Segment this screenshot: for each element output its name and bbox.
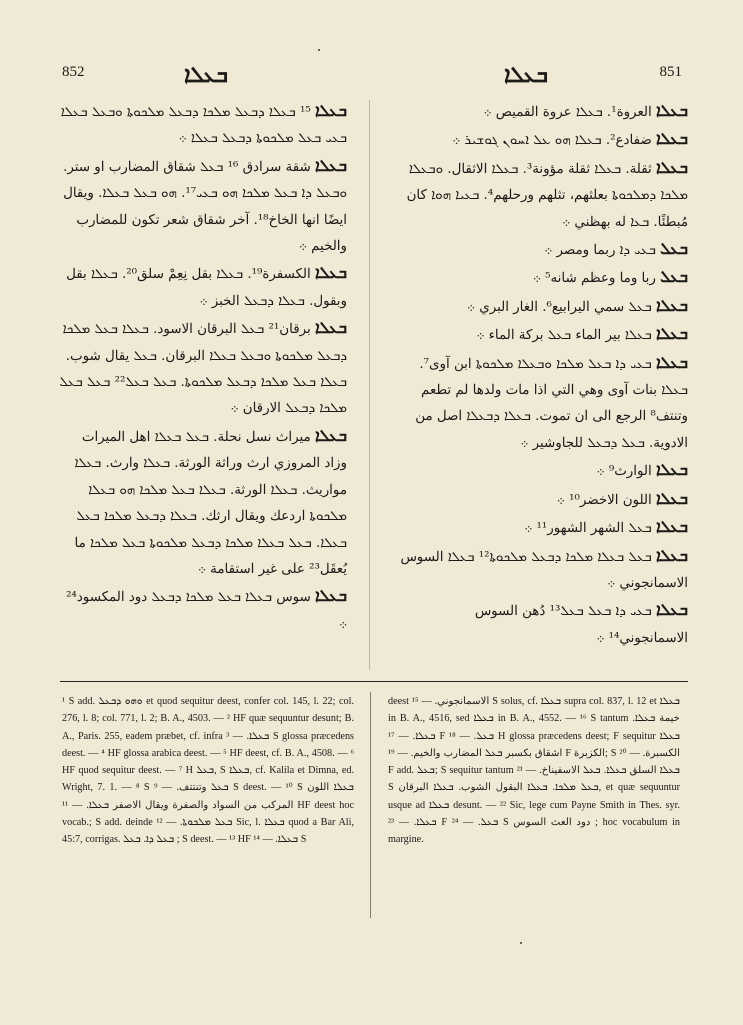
entry-definition: ميراث نسل نحلة. ܒܥܠ ܒܥܠܐ اهل الميرات وزاد المروزي ارث وراثة الورثة. ܒܥܠܐ وارث. ܒܥܠܐ مواريث. ܒܥܠܐ الورثة. ܒܥܠܐ ܒܥܠ ܡܠܟܐ ܗܘ ܒܥܠܐ ܡܠܟܘܬܐ اردعك ويقال ارثك. ܒܥܠܐ ܕܒܥܠ ܡܠܟܐ ܒܥܠ ܒܥܠܐ. ܒܥܠ ܒܥܠܐ ܡܠܟܐ ܕܒܥܠ ܡܠܟܘܬܐ ܒܥܠ ܡܠܟܐ ما يُعقَل²³ على غير استقامة ܀: [74, 429, 347, 577]
dictionary-entry: [57, 153, 347, 261]
entry-definition: شقة سرادق ¹⁶ ܒܥܠ شقاق المضارب او ستر. ܘܒܥܠ ܕܐ ܒܥܠ ܡܠܟܐ ܗܘ ܒܥܝ¹⁷. ܗܘ ܒܥܠ ܒܥܠܐ. ويقال ايضًا انها الخاخ¹⁸. آخر شقاق شعر تكون للمضارب والخيم ܀: [63, 159, 347, 255]
entry-headword: ܒܥܠܐ: [655, 460, 688, 480]
entry-definition: الكسفرة¹⁹. ܒܥܠܐ بقل نِعِمْ سلق²⁰. ܒܥܠܐ بقل وبقول. ܒܥܠܐ ܕܒܥܠ الخبز ܀: [66, 267, 347, 309]
dictionary-entry: [398, 264, 688, 292]
entry-headword: ܒܥܠ: [660, 239, 688, 259]
entry-headword: ܒܥܠܐ: [314, 586, 347, 606]
entry-definition: برقان²¹ ܒܥܠ البرقان الاسود. ܒܥܠܐ ܒܥܠ ܡܠܟܐ ܕܒܥܠ ܡܠܟܘܬܐ ܘܒܥܠ ܒܥܠܐ البرقان. ܒܥܠ يقال شوب. ܒܥܠܐ ܒܥܠ ܡܠܟܐ ܕܒܥܠ ܡܠܟܘܬܐ. ܒܥܠ ܒܥܠ²² ܒܥܠ ܒܥܠ ܡܠܟܐ ܕܒܥܠ الارقان ܀: [59, 322, 347, 417]
entry-headword: ܒܥܠܐ: [655, 600, 688, 620]
dictionary-entry: [398, 236, 688, 264]
entry-definition: ܒܥܝ ܕܐ ܒܥܠ ܡܠܟܐ ܘܒܥܠܐ ܡܠܟܘܬܐ ابن آوى⁷. ܒܥܠܐ بنات آوى وهي التي اذا مات ولدها لم تطعم وتنتف⁸ الرجع الى ان تموت. ܒܥܠܐ ܕܒܥܠܐ اصل من الادوية. ܒܥܠ ܕܒܥܠ للجاوشير ܀: [415, 356, 688, 451]
dictionary-entry: [398, 543, 688, 598]
running-headword-left: ܒܥܠܐ: [184, 62, 229, 88]
entry-definition: ܒܥܠ ܒܥܠܐ ܡܠܟܐ ܕܒܥܠ ܡܠܟܘܬܐ¹² ܒܥܠܐ السوس الاسمانجوني ܀: [400, 549, 688, 591]
entry-definition: ¹⁵ ܒܥܠܐ ܕܒܥܠ ܡܠܟܐ ܕܒܥܠ ܡܠܟܘܬܐ ܘܒܥܠ ܒܥܠܐ ܒܥܝ ܒܥܠ ܡܠܟܘܬܐ ܕܒܥܠ ܒܥܠܐ ܀: [60, 105, 347, 147]
right-column: [398, 98, 688, 652]
footnote-text-right: deest الاسمانجوني. — ¹⁵ S solus, cf. ܒܥܠܐ supra col. 837, l. 12 et ܒܥܠܐ in B. A., 4516, sed ܒܥܠܐ in B. A., 4552. — ¹⁶ S tantum خيمة ܒܥܠܐ. ܒܥܠܐ. — ¹⁷ F ܒܥܠ. — ¹⁸ H glossa præcedens deest; F sequitur ܒܥܠܐ اشقاق بكسبر ܒܥܠ المضارب والخيم. — ¹⁹ F الكزبرة; S الكسبرة. — ²⁰ F add. ܒܥܠ; S sequitur tantum ܒܥܠܐ السلق ܒܥܠܐ. ܒܥܠ الاسفيناخ. — ²¹ S ܒܥܠ ܡܠܟܐ. ܒܥܠܐ البقول الشوب. ܒܥܠܐ البرقان, et quæ sequuntur usque ad ܒܥܠܐ desunt. — ²² Sic, lege cum Payne Smith in Thes. syr. ܒܥܠܐ. — ²³ F ܒܥܠ. — ²⁴ S دود العث السوس ; hoc vocabulum in margine.: [388, 696, 681, 846]
dictionary-entry: [398, 98, 688, 126]
dictionary-entry: [57, 98, 347, 153]
entry-headword: ܒܥܠܐ: [314, 263, 347, 283]
entry-headword: ܒܥܠܐ: [655, 101, 688, 120]
dictionary-entry: [398, 293, 688, 321]
dictionary-entry: [398, 155, 688, 236]
page-speck: [520, 942, 522, 944]
entry-definition: ضفادع². ܒܥܠܐ ܗܘ ܥܠ ܐܚܘܢ ܓܘܫܝܪ ܀: [452, 133, 652, 149]
entry-headword: ܒܥܠܐ: [655, 157, 688, 177]
entry-definition: اللون الاخضر¹⁰ ܀: [556, 492, 652, 508]
footnote-text-left: ¹ S add. ܘܗܘ ܕܒܥܠ et quod sequitur deest, confer col. 145, l. 22; col. 276, l. 8; col. 771, l. 2; B. A., 4503. — ² HF quæ sequuntur desunt; B. A., Paris. 255, eadem præbet, cf. infra ܒܥܠܐ. — ³ S glossa præcedens deest. — ⁴ HF glossa arabica deest. — ⁵ HF deest, cf. B. A., 4508. — ⁶ HF quod sequitur deest. — ⁷ H ܒܥܠ, S ܒܥܠܐ, cf. Kalila et Dimna, ed. Wright, 7. 1. — ⁸ S ܒܥܠ وتنتتف. — ⁹ S deest. — ¹⁰ S ܒܥܠܐ اللون المركب من السواد والصفرة ويقال الاصفر ܒܥܠܐ. — ¹¹ HF deest hoc vocab.; S add. deinde ܒܥܠ ܡܠܟܘܬܐ. — ¹² Sic, l. ܒܥܠܐ quod a Bar Ali, 45:7, corrigas. ܒܥܠ ܕܐ. ܒܥܠ ; S deest. — ¹³ HF ܒܥܠܐ. — ¹⁴ S: [62, 696, 355, 846]
column-divider: [369, 100, 370, 670]
page-number-left: 852: [62, 64, 85, 80]
entry-headword: ܒܥܠܐ: [314, 425, 347, 445]
entry-definition: الوارث⁹ ܀: [596, 464, 652, 480]
footnote-rule: [60, 681, 688, 682]
entry-definition: ܒܥܠ الشهر الشهور¹¹ ܀: [524, 521, 652, 537]
footnotes-left: [62, 693, 354, 849]
entry-definition: ܒܥܝ ܕܐ ܒܥܠ ܒܥܠ¹³ دُهن السوس الاسمانجوني¹⁴ ܀: [474, 604, 688, 646]
footnote-divider: [370, 692, 371, 918]
entry-headword: ܒܥܠܐ: [655, 352, 688, 372]
dictionary-entry: [398, 126, 688, 154]
left-column: [57, 98, 347, 638]
dictionary-entry: [57, 315, 347, 423]
dictionary-entry: [398, 486, 688, 514]
page-header: [56, 62, 688, 92]
entry-definition: ܒܥܝ ܕܐ ربما ومصر ܀: [544, 243, 656, 259]
entry-headword: ܒܥܠܐ: [655, 129, 688, 149]
entry-headword: ܒܥܠܐ: [314, 101, 347, 120]
entry-headword: ܒܥܠܐ: [655, 488, 688, 508]
dictionary-entry: [57, 583, 347, 638]
page-number-right: 851: [659, 64, 682, 80]
entry-definition: العروة¹. ܒܥܠܐ عروة القميص ܀: [483, 105, 652, 120]
running-headword-right: ܒܥܠܐ: [504, 62, 549, 88]
dictionary-entry: [398, 457, 688, 485]
dictionary-entry: [57, 423, 347, 583]
entry-definition: ربا وما وعظم شانه⁵ ܀: [532, 271, 656, 287]
page-speck: [318, 49, 320, 51]
entry-headword: ܒܥܠܐ: [655, 295, 688, 315]
dictionary-entry: [398, 321, 688, 349]
entry-headword: ܒܥܠܐ: [314, 155, 347, 175]
entry-definition: ܒܥܠ سمي اليرابيع⁶. الغار البري ܀: [466, 299, 652, 315]
dictionary-entry: [398, 514, 688, 542]
dictionary-entry: [57, 260, 347, 315]
entry-definition: ثقلة. ܒܥܠܐ ثقلة مؤونة³. ܒܥܠܐ الاثقال. ܘܒܥܠܐ ܡܠܟܐ ܕܡܠܟܘܬܐ بعلثهم، تثلهم ورحلهم⁴. ܒܥܝܐ ܗܘܐ كان مُبطئًا. ܒܥܐ له بهظني ܀: [406, 161, 688, 230]
dictionary-entry: [398, 350, 688, 458]
entry-headword: ܒܥܠܐ: [655, 545, 688, 565]
entry-definition: سوس ܒܥܠܐ ܒܥܠ ܡܠܟܐ ܕܒܥܠ دود المكسود²⁴ ܀: [66, 590, 347, 632]
entry-headword: ܒܥܠܐ: [655, 517, 688, 537]
entry-definition: ܒܥܠܐ بير الماء ܒܥܠ بركة الماء ܀: [476, 328, 652, 344]
dictionary-entry: [398, 597, 688, 652]
entry-headword: ܒܥܠ: [660, 267, 688, 287]
entry-headword: ܒܥܠܐ: [314, 318, 347, 338]
footnotes-right: [388, 693, 680, 849]
entry-headword: ܒܥܠܐ: [655, 324, 688, 344]
